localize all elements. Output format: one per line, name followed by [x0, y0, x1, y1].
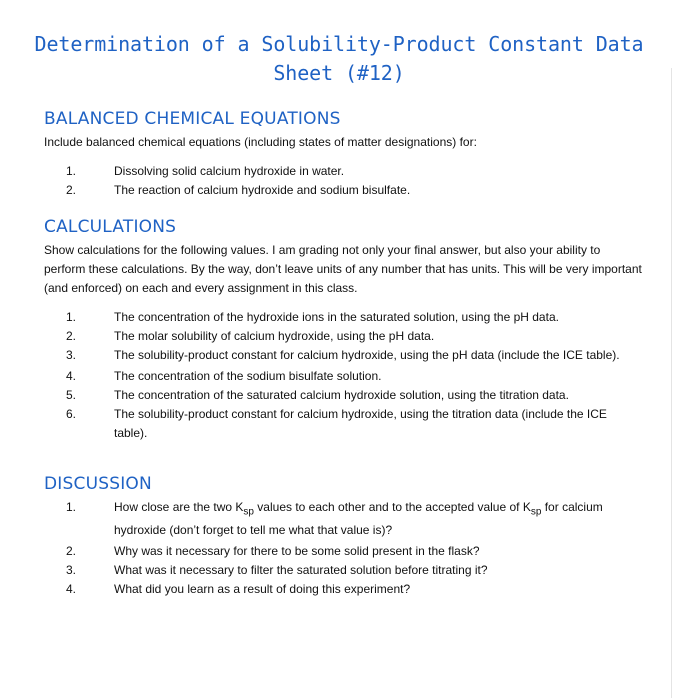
list-item-text: The solubility-product constant for calcium hydroxide, using the titration data (include the ICE table).	[114, 407, 607, 440]
calculations-list	[0, 308, 677, 443]
list-item-text-part: values to each other and to the accepted value of K	[253, 500, 531, 514]
calculations-intro: Show calculations for the following values. I am grading not only your final answer, but also your ability to perform these calculations. By the way, don’t leave units of any number that has units. This will be very important (and enforced) on each and every assignment in this class.	[44, 243, 642, 295]
list-item	[0, 542, 677, 561]
list-item-number: 2.	[66, 329, 77, 343]
list-item	[0, 580, 677, 599]
list-item-text: Why was it necessary for there to be some solid present in the flask?	[114, 544, 480, 559]
list-item	[0, 346, 677, 365]
list-item-number: 3.	[66, 563, 77, 578]
list-item-text-part: How close are the two K	[114, 500, 244, 514]
list-item-text: What did you learn as a result of doing this experiment?	[114, 582, 411, 597]
list-item-number: 2.	[66, 544, 77, 559]
list-item	[0, 367, 677, 386]
section-heading-calculations: CALCULATIONS	[44, 217, 177, 237]
list-item-number: 1.	[66, 164, 77, 178]
list-item-number: 1.	[66, 500, 77, 514]
list-item	[0, 162, 677, 181]
list-item	[0, 498, 677, 540]
list-item	[0, 405, 677, 443]
list-item	[0, 386, 677, 405]
section-heading-balanced-equations: BALANCED CHEMICAL EQUATIONS	[44, 109, 341, 129]
ksp-subscript: sp	[530, 506, 542, 518]
list-item-text: The reaction of calcium hydroxide and sodium bisulfate.	[114, 183, 411, 197]
list-item-number: 5.	[66, 388, 77, 402]
list-item	[0, 181, 677, 200]
list-item-text: Dissolving solid calcium hydroxide in water.	[114, 164, 345, 178]
list-item-number: 6.	[66, 407, 77, 421]
list-item-text: The solubility-product constant for calcium hydroxide, using the pH data (include the ICE table).	[114, 348, 620, 362]
list-item	[0, 561, 677, 580]
balanced-equations-intro: Include balanced chemical equations (including states of matter designations) for:	[44, 135, 477, 149]
list-item-number: 3.	[66, 348, 77, 362]
list-item-number: 2.	[66, 183, 77, 197]
list-item-text	[114, 498, 642, 540]
discussion-list	[0, 498, 677, 599]
list-item	[0, 327, 677, 346]
section-heading-discussion: DISCUSSION	[44, 474, 152, 494]
balanced-equations-list	[0, 162, 677, 200]
list-item	[0, 308, 677, 327]
list-item-number: 4.	[66, 582, 77, 597]
list-item-text: The concentration of the saturated calcium hydroxide solution, using the titration data.	[114, 388, 569, 402]
list-item-text: The concentration of the sodium bisulfate solution.	[114, 369, 382, 383]
ksp-subscript: sp	[243, 506, 254, 518]
list-item-number: 1.	[66, 310, 77, 324]
list-item-text-part: for calcium hydroxide (don’t forget to tell me what that value is)?	[114, 500, 603, 538]
list-item-text: The concentration of the hydroxide ions in the saturated solution, using the pH data.	[114, 310, 559, 324]
list-item-number: 4.	[66, 369, 77, 383]
list-item-text: The molar solubility of calcium hydroxide, using the pH data.	[114, 329, 435, 343]
document-title: Determination of a Solubility-Product Constant Data Sheet (#12)	[34, 32, 644, 85]
list-item-text: What was it necessary to filter the saturated solution before titrating it?	[114, 563, 488, 578]
